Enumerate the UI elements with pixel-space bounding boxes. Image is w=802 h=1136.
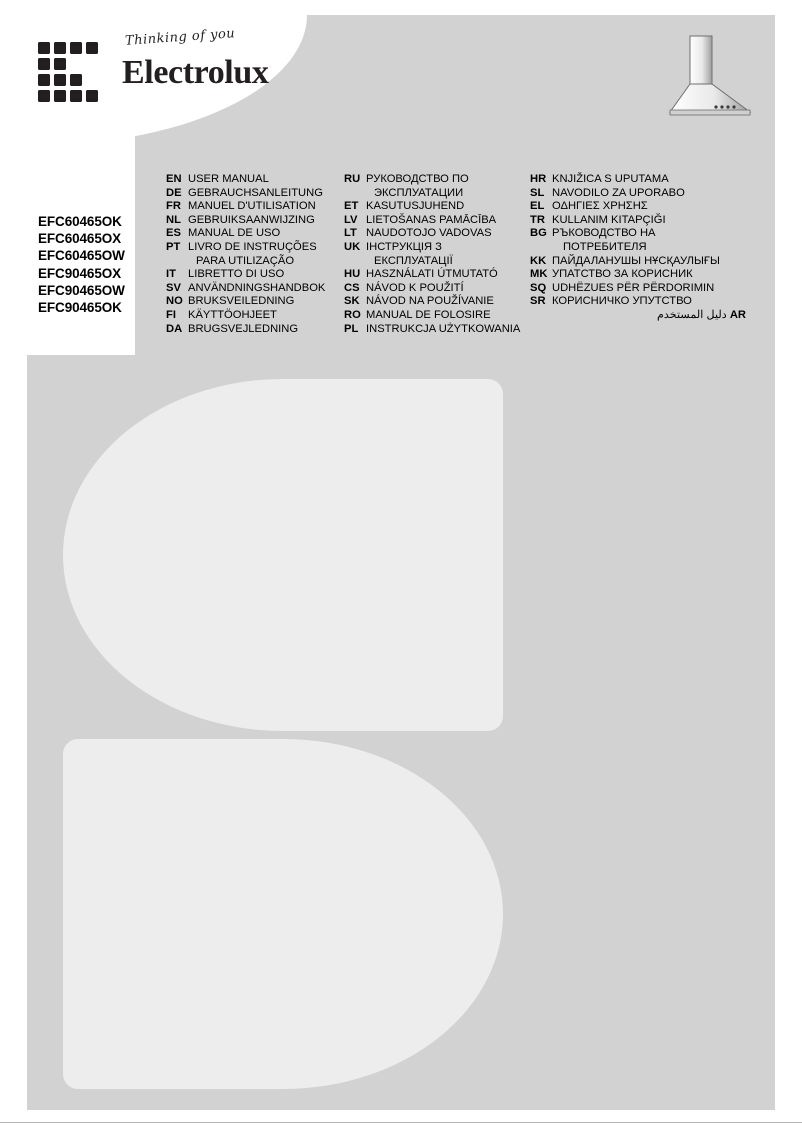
language-row (166, 227, 344, 241)
language-row (530, 214, 746, 228)
model-item: EFC90465OK (38, 300, 122, 316)
language-code: FR (166, 200, 181, 213)
language-label: KASUTUSJUHEND (366, 200, 465, 213)
language-row (344, 173, 530, 187)
language-label: INSTRUKCJA UŻYTKOWANIA (366, 322, 521, 335)
language-code: LV (344, 213, 358, 226)
language-row (344, 214, 530, 228)
language-row (530, 187, 746, 201)
language-label: PARA UTILIZAÇÃO (196, 254, 295, 267)
language-label: BRUGSVEJLEDNING (188, 322, 299, 335)
language-label: UDHËZUES PËR PËRDORIMIN (552, 281, 715, 294)
language-row-rtl (530, 309, 746, 323)
cooker-hood-icon (664, 34, 764, 118)
language-label: KULLANIM KITAPÇIĞI (552, 213, 666, 226)
model-item: EFC90465OX (38, 265, 122, 281)
language-row (344, 323, 530, 337)
cover-graphic-arc-top (63, 379, 503, 731)
language-row (166, 295, 344, 309)
cover-graphic-gap (63, 731, 503, 739)
language-label: NAVODILO ZA UPORABO (552, 186, 685, 199)
language-code: NL (166, 213, 181, 226)
language-row-continuation (166, 255, 344, 269)
language-column-1 (166, 173, 344, 336)
language-label: KÄYTTÖOHJEET (188, 308, 277, 321)
language-column-3 (530, 173, 746, 336)
language-code: FI (166, 308, 176, 321)
cover-graphic-arc-bottom (63, 739, 503, 1089)
language-code: ET (344, 200, 359, 213)
language-code: SV (166, 281, 181, 294)
language-code: EL (530, 200, 545, 213)
language-row (166, 282, 344, 296)
language-label: KNJIŽICA S UPUTAMA (552, 173, 669, 185)
language-row (530, 227, 746, 241)
model-item: EFC90465OW (38, 282, 125, 298)
language-label: BRUKSVEILEDNING (188, 295, 295, 308)
language-label: ANVÄNDNINGSHANDBOK (188, 281, 326, 294)
language-label: LIETOŠANAS PAMĀCĪBA (366, 213, 497, 226)
cover-graphic-shape (63, 379, 503, 1089)
language-list (166, 173, 746, 336)
language-label: ІНСТРУКЦІЯ З (366, 240, 442, 253)
language-row (344, 295, 530, 309)
language-code: ES (166, 227, 181, 240)
language-label: ПАЙДАЛАНУШЫ НҰСҚАУЛЫҒЫ (552, 254, 720, 267)
language-row (166, 268, 344, 282)
language-code: SQ (530, 281, 547, 294)
language-code: KK (530, 254, 547, 267)
language-row-continuation (344, 255, 530, 269)
language-code: EN (166, 173, 182, 185)
language-label: MANUAL DE FOLOSIRE (366, 308, 491, 321)
language-code: DE (166, 186, 182, 199)
language-row (344, 227, 530, 241)
language-row (166, 214, 344, 228)
language-row (166, 187, 344, 201)
language-code: MK (530, 268, 548, 281)
language-label: MANUEL D'UTILISATION (188, 200, 316, 213)
language-label: GEBRUIKSAANWIJZING (188, 213, 315, 226)
language-row (530, 200, 746, 214)
language-label: УПАТСТВО ЗА КОРИСНИК (552, 268, 693, 281)
page-bottom-rule (0, 1122, 802, 1123)
language-row (344, 268, 530, 282)
language-code: HU (344, 268, 361, 281)
language-code: RU (344, 173, 361, 185)
language-label: NAUDOTOJO VADOVAS (366, 227, 492, 240)
language-label: LIVRO DE INSTRUÇÕES (188, 240, 317, 253)
language-label: NÁVOD K POUŽITÍ (366, 281, 464, 294)
brand-name: Electrolux (122, 54, 269, 91)
language-code: CS (344, 281, 360, 294)
brand-logo (38, 26, 298, 110)
language-column-2 (344, 173, 530, 336)
language-label: ЕКСПЛУАТАЦІЇ (374, 254, 453, 267)
language-label: HASZNÁLATI ÚTMUTATÓ (366, 268, 498, 281)
language-row (344, 200, 530, 214)
language-label: MANUAL DE USO (188, 227, 281, 240)
language-code: DA (166, 322, 183, 335)
language-code: LT (344, 227, 357, 240)
language-row (530, 255, 746, 269)
language-code: PT (166, 240, 181, 253)
language-label: РУКОВОДСТВО ПО (366, 173, 469, 185)
language-row-continuation (530, 241, 746, 255)
language-code: SK (344, 295, 360, 308)
language-code: RO (344, 308, 361, 321)
language-label: GEBRAUCHSANLEITUNG (188, 186, 323, 199)
language-code: NO (166, 295, 183, 308)
electrolux-logo-icon (38, 42, 112, 107)
language-code: SR (530, 295, 546, 308)
language-label: ΟΔΗΓΙΕΣ ΧΡΗΣΗΣ (552, 200, 648, 213)
language-row (166, 309, 344, 323)
brand-tagline: Thinking of you (124, 26, 236, 49)
language-row (344, 282, 530, 296)
language-row-continuation (344, 187, 530, 201)
language-code: SL (530, 186, 545, 199)
language-row (344, 241, 530, 255)
language-row (344, 309, 530, 323)
language-row (530, 295, 746, 309)
language-label: دليل المستخدم (657, 308, 727, 321)
cover-graphic-band (27, 355, 775, 1110)
language-label: РЪКОВОДСТВО НА (552, 227, 656, 240)
model-item: EFC60465OW (38, 248, 125, 264)
language-label: ЭКСПЛУАТАЦИИ (374, 186, 464, 199)
model-list (38, 213, 158, 316)
language-row (166, 173, 344, 187)
model-item: EFC60465OK (38, 214, 122, 229)
language-label: КОРИСНИЧКО УПУТСТВО (552, 295, 692, 308)
language-label: ПОТРЕБИТЕЛЯ (563, 240, 647, 253)
language-label: NÁVOD NA POUŽÍVANIE (366, 295, 494, 308)
language-row (530, 173, 746, 187)
language-row (530, 268, 746, 282)
language-code: UK (344, 240, 361, 253)
language-row (166, 200, 344, 214)
language-row (166, 241, 344, 255)
language-label: USER MANUAL (188, 173, 269, 185)
language-label: LIBRETTO DI USO (188, 268, 285, 281)
model-item: EFC60465OX (38, 231, 122, 247)
language-row (166, 323, 344, 337)
language-code: HR (530, 173, 547, 185)
language-code: TR (530, 213, 545, 226)
language-code: BG (530, 227, 547, 240)
language-code: IT (166, 268, 176, 281)
language-code: AR (729, 308, 746, 321)
language-code: PL (344, 322, 359, 335)
language-row (530, 282, 746, 296)
